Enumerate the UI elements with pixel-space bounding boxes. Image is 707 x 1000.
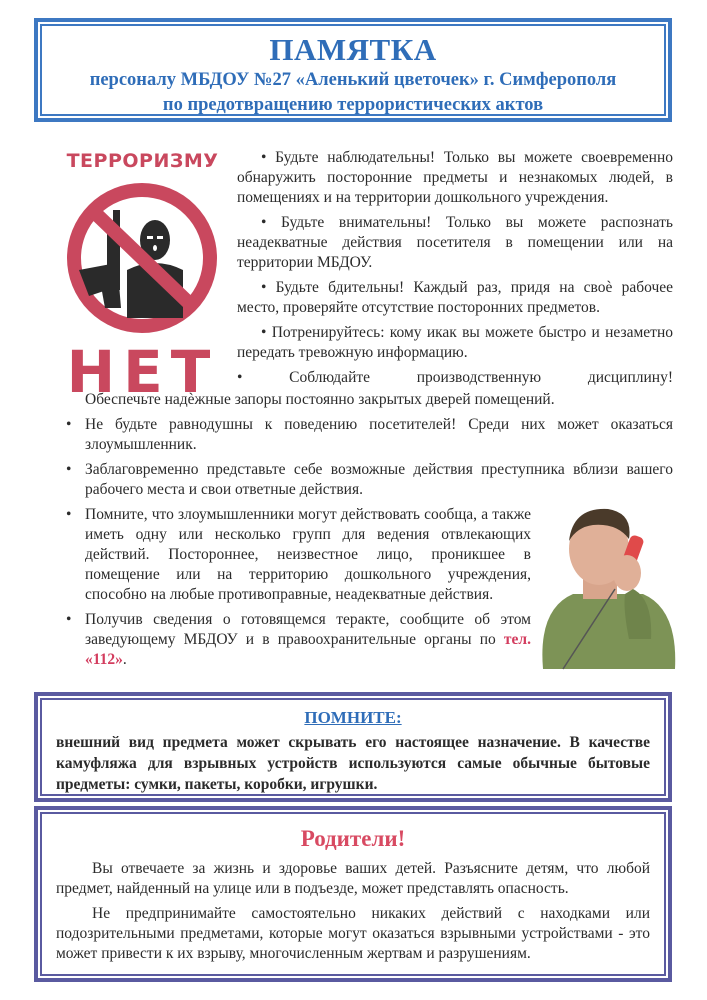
header-inner bbox=[40, 24, 666, 116]
bullet-vigilant: • Будьте бдительны! Каждый раз, придя на своѐ рабочее место, проверяйте отсутствие посторонних предметов. bbox=[237, 279, 673, 316]
logo-word-bottom: НЕТ bbox=[66, 338, 219, 406]
bullet-attentive: • Будьте внимательны! Только вы можете распознать неадекватные действия посетителя в помещении или на территории МБДОУ. bbox=[237, 214, 673, 271]
top-bullets bbox=[237, 148, 673, 388]
bullet-discipline: • Соблюдайте производственную дисциплину! bbox=[237, 369, 673, 386]
anti-terror-logo bbox=[55, 148, 230, 410]
logo-word-top: ТЕРРОРИЗМУ bbox=[66, 150, 219, 172]
remember-text: внешний вид предмета может скрывать его настоящее назначение. В качестве камуфляжа для взрывных устройств используются самые обычные бытовые предметы: сумки, пакеты, коробки, игрушки. bbox=[56, 734, 650, 793]
remember-frame bbox=[34, 692, 672, 802]
parents-paragraph: Вы отвечаете за жизнь и здоровье ваших детей. Разъясните детям, что любой предмет, найденный на улице или в подъезде, может представлять опасность. bbox=[56, 860, 650, 897]
page-subtitle-line2: по предотвращению террористических актов bbox=[162, 95, 544, 115]
bullet-groups: • Помните, что злоумышленники могут действовать сообща, а также иметь одну или несколько групп для ведения отвлекающих действий. Постороннее, неизвестное лицо, проникшее в помещение или на территорию дошкольного учреждения, способно на любые противоправные, неадекватные действия. bbox=[63, 505, 531, 605]
bullet-observant: • Будьте наблюдательны! Только вы можете своевременно обнаружить посторонние предметы и незнакомых людей, в помещениях и на территории дошкольного учреждения. bbox=[237, 149, 673, 206]
page-title: ПАМЯТКА bbox=[269, 32, 437, 67]
parents-paragraph: Не предпринимайте самостоятельно никаких действий с находками или подозрительными предметами, которые могут оказаться взрывными устройствами - это может привести к их взрыву, многочисленным жертвам и разрушениям. bbox=[56, 905, 650, 962]
emergency-phone: тел. «112» bbox=[85, 631, 531, 668]
parents-inner bbox=[40, 812, 666, 976]
discipline-tail: Обеспечьте надѐжные запоры постоянно закрытых дверей помещений. bbox=[85, 391, 555, 408]
parents-title: Родители! bbox=[300, 826, 406, 851]
bullet-indifferent: • Не будьте равнодушны к поведению посетителей! Среди них может оказаться злоумышленник. bbox=[63, 415, 673, 455]
page-subtitle-line1: персоналу МБДОУ №27 «Аленький цветочек» г. Симферополя bbox=[89, 70, 617, 90]
phone-suffix: . bbox=[122, 651, 127, 668]
header-frame bbox=[34, 18, 672, 122]
bullet-report bbox=[63, 610, 531, 670]
report-text: Получив сведения о готовящемся теракте, сообщите об этом заведующему МБДОУ и в правоохранительные органы по bbox=[85, 611, 531, 648]
remember-title: ПОМНИТЕ: bbox=[304, 708, 402, 727]
man-on-phone-illustration bbox=[533, 499, 683, 679]
bullet-anticipate: • Заблаговременно представьте себе возможные действия преступника вблизи вашего рабочего места и свои ответные действия. bbox=[63, 460, 673, 500]
no-terrorism-sign-icon bbox=[47, 178, 237, 338]
remember-inner bbox=[40, 698, 666, 796]
bullet-practice: • Потренируйтесь: кому икак вы можете быстро и незаметно передать тревожную информацию. bbox=[237, 324, 673, 361]
parents-frame bbox=[34, 806, 672, 982]
